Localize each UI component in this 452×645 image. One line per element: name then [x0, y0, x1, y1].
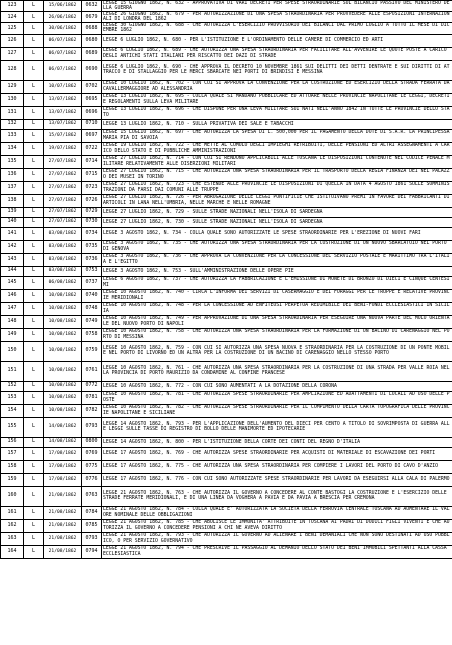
- row-description: LEGGE 26 GIUGNO 1862, N. 679 - PER AUTORIZZAZIONE DI UNA SPESA STRAORDINARIA PER PROVVEDERE ALLE ESPOSIZIONI INTERNAZIONALI DI LONDRA DEL 1862: [102, 12, 452, 23]
- row-number: 136: [1, 168, 24, 181]
- row-number: 126: [1, 34, 24, 47]
- row-code: 0726: [82, 194, 102, 207]
- row-code: 0729: [82, 207, 102, 217]
- row-description: LEGGE 15 LUGLIO 1862, N. 697 - CHE AUTORIZZA LA SPESA DI L. 500,000 PER IL PAGAMENTO DELLA DOTE DI S.A.R. LA PRINCIPESSA MARIA PIA DI SAVOIA: [102, 129, 452, 142]
- row-number: 149: [1, 328, 24, 341]
- row-type: L: [24, 473, 44, 486]
- row-number: 144: [1, 266, 24, 276]
- row-code: 0722: [82, 142, 102, 155]
- row-description: LEGGE 6 LUGLIO 1862, N. 690 - CHE APPROVA IL DECRETO 10 NOVEMBRE 1861 SUI DELITTI DEI DETTI DENTRATE E SUI DIRITTI DI ATTRACCO E DI STALLAGGIO PER LE MERCI SBARCATE NEI PORTI DI BRINDISI E MESSINA: [102, 60, 452, 80]
- row-type: L: [24, 447, 44, 460]
- row-type: L: [24, 142, 44, 155]
- row-number: 150: [1, 341, 24, 361]
- row-code: 0734: [82, 227, 102, 240]
- row-description: LEGGE 14 AGOSTO 1862, N. 793 - PER L'APPLICAZIONE DELL'AUMENTO DEL DIECI PER CENTO A TITOLO DI SOVRIMPOSTA DI GUERRA ALLE LEGGI SULLE TASSE DI REGISTRO DI BOLLO DELLE MANIMORTE ED IPOTECARIE: [102, 417, 452, 437]
- row-description: LEGGE 13 LUGLIO 1862, N. 696 - CHE DISPONE PER UNA LEVA MILITARE SUI NATI NELL'ANNO 1842 IN TUTTE LE PROVINCIE DELLO STATO: [102, 106, 452, 119]
- row-number: 156: [1, 437, 24, 447]
- row-type: L: [24, 532, 44, 545]
- row-date: 03/08/1862: [44, 240, 82, 253]
- row-code: 0690: [82, 60, 102, 80]
- row-date: 10/08/1862: [44, 328, 82, 341]
- table-row: [1, 532, 452, 545]
- row-number: 138: [1, 194, 24, 207]
- table-row: [1, 93, 452, 106]
- row-number: 131: [1, 106, 24, 119]
- row-date: 10/08/1862: [44, 381, 82, 391]
- row-date: 27/07/1862: [44, 155, 82, 168]
- row-date: 19/07/1862: [44, 142, 82, 155]
- row-type: L: [24, 80, 44, 93]
- row-date: 15/06/1862: [44, 1, 82, 12]
- table-row: [1, 142, 452, 155]
- row-number: 125: [1, 23, 24, 34]
- row-date: 21/08/1862: [44, 519, 82, 532]
- table-row: [1, 80, 452, 93]
- row-code: 0776: [82, 473, 102, 486]
- row-description: LEGGE 10 AGOSTO 1862, N. 772 - CON CUI SONO AUMENTATI A LA DOTAZIONE DELLA CORONA: [102, 381, 452, 391]
- row-date: 06/07/1862: [44, 60, 82, 80]
- table-row: [1, 276, 452, 289]
- row-date: 21/08/1862: [44, 532, 82, 545]
- row-number: 141: [1, 227, 24, 240]
- table-row: [1, 12, 452, 23]
- table-row: [1, 437, 452, 447]
- table-row: [1, 315, 452, 328]
- row-code: 0730: [82, 217, 102, 227]
- row-code: 0758: [82, 328, 102, 341]
- row-description: LEGGE 15 GIUGNO 1862, N. 632 - APPROVATIVA DI VARI DECRETI PER SPESE STRAORDINARIE SUL BILANCIO PASSIVO DEL MINISTERO DELLA GUERRA: [102, 1, 452, 12]
- row-code: 0710: [82, 119, 102, 129]
- row-description: LEGGE 21 AGOSTO 1862, N. 794 - CHE PRESCRIVE IL PASSAGGIO AL DEMANIO DELLO STATO DEI BENI IMMOBILI SPETTANTI ALLA CASSA ECCLESIASTICA: [102, 545, 452, 558]
- row-description: LEGGE 17 AGOSTO 1862, N. 769 - CHE AUTORIZZA SPESE STRAORDINARIE PER ACQUISTI DI MATERIALE DI ESCAVAZIONE DEI PORTI: [102, 447, 452, 460]
- table-row: [1, 129, 452, 142]
- row-description: LEGGE 27 LUGLIO 1862, N. 730 - SULLE STRADE NAZIONALI NELL'ISOLA DI SARDEGNA: [102, 217, 452, 227]
- row-type: L: [24, 519, 44, 532]
- row-description: LEGGE 6 LUGLIO 1862, N. 680 - PER L'ISTITUZIONE E L'ORDINAMENTO DELLE CAMERE DI COMMERCIO ED ARTI: [102, 34, 452, 47]
- row-code: 0680: [82, 34, 102, 47]
- row-description: LEGGE 10 AGOSTO 1862, N. 761 - CHE AUTORIZZA UNA SPESA STRAORDINARIA PER LA COSTRUZIONE DI UNA STRADA PER VALLE ROIA NELLA PROVINCIA DI PORTO MAURIZIO DA CONDAMINE AL CONFINE FRANCESE: [102, 361, 452, 381]
- table-row: [1, 181, 452, 194]
- row-date: 30/06/1862: [44, 23, 82, 34]
- table-row: [1, 545, 452, 558]
- table-row: [1, 404, 452, 417]
- table-row: [1, 47, 452, 60]
- row-date: 13/07/1862: [44, 93, 82, 106]
- row-code: 0761: [82, 361, 102, 381]
- row-description: LEGGE 10 AGOSTO 1862, N. 781 - CHE AUTORIZZA SPESE STRAORDINARIE PER AMPLIAZIONE ED ADATTAMENTI DI LOCALI AD USO DELLE POSTE: [102, 391, 452, 404]
- table-row: [1, 417, 452, 437]
- table-row: [1, 460, 452, 473]
- row-number: 139: [1, 207, 24, 217]
- row-type: L: [24, 12, 44, 23]
- row-type: L: [24, 23, 44, 34]
- table-row: [1, 227, 452, 240]
- row-code: 0772: [82, 381, 102, 391]
- row-type: L: [24, 129, 44, 142]
- row-date: 10/08/1862: [44, 302, 82, 315]
- table-row: [1, 328, 452, 341]
- row-description: LEGGE 27 LUGLIO 1862, N. 726 - PER ABROGAZIONE DELLE LEGGI PONTIFICIE CHE ISTITUIVANO PREMI IN FAVORE DEI FABBRICANTI DI ARTICOLI IN LANA NELL'UMBRIA, NELLE MARCHE E NELLE ROMAGNE: [102, 194, 452, 207]
- row-description: LEGGE 21 AGOSTO 1862, N. 763 - CHE AUTORIZZA IL GOVERNO A CONCEDERE AL CONTE BASTOGI LA COSTRUZIONE E L'ESERCIZIO DELLE STRADE FERRATE MERIDIONALI, E DI UNA LINEA DA VOGHERA A PAVIA E DA PAVIA A BRESCIA PER CREMONA: [102, 486, 452, 506]
- row-description: LEGGE 19 LUGLIO 1862, N. 722 - CHE METTE AL CUMULO DEGLI IMPIEGHI RETRIBUITI, DELLE PENSIONI ED ALTRI ASSEGNAMENTI A CARICO DELLO STATO E DI PUBBLICHE AMMINISTRAZIONI: [102, 142, 452, 155]
- row-number: 148: [1, 315, 24, 328]
- row-date: 21/08/1862: [44, 506, 82, 519]
- row-date: 15/07/1862: [44, 129, 82, 142]
- row-number: 132: [1, 119, 24, 129]
- row-number: 162: [1, 519, 24, 532]
- row-number: 137: [1, 181, 24, 194]
- row-number: 143: [1, 253, 24, 266]
- table-row: [1, 155, 452, 168]
- row-type: L: [24, 315, 44, 328]
- row-code: 0689: [82, 47, 102, 60]
- row-description: LEGGE 10 LUGLIO 1862, N. 702 - CON CUI SI APPROVA LA CONVENZIONE PER LA COSTRUZIONE ED ESERCIZIO DELLA STRADA FERRATA DA CAVALLERMAGGIORE AD ALESSANDRIA: [102, 80, 452, 93]
- row-date: 21/08/1862: [44, 486, 82, 506]
- table-row: [1, 207, 452, 217]
- row-date: 06/08/1862: [44, 276, 82, 289]
- row-date: 13/07/1862: [44, 106, 82, 119]
- row-date: 03/08/1862: [44, 266, 82, 276]
- row-date: 06/07/1862: [44, 47, 82, 60]
- row-type: L: [24, 404, 44, 417]
- row-code: 0697: [82, 129, 102, 142]
- row-date: 14/08/1862: [44, 417, 82, 437]
- row-description: LEGGE 10 AGOSTO 1862, N. 758 - CHE AUTORIZZA UNA SPESA STRAORDINARIA PER LA FORMAZIONE DI UN BACINO DI CARENAGGIO NEL PORTO DI MESSINA: [102, 328, 452, 341]
- row-code: 0740: [82, 289, 102, 302]
- row-description: LEGGE 10 AGOSTO 1862, N. 749 - PER APPROVAZIONE DI UNA SPESA STRAORDINARIA PER ESEGUIRE UNA NUOVA PARTE DEL MOLO ORIENTALE DEL NUOVO PORTO DI NAPOLI: [102, 315, 452, 328]
- row-number: 152: [1, 381, 24, 391]
- table-row: [1, 1, 452, 12]
- table-row: [1, 240, 452, 253]
- table-row: [1, 23, 452, 34]
- row-code: 0782: [82, 404, 102, 417]
- row-description: LEGGE 10 AGOSTO 1862, N. 759 - CON CUI SI AUTORIZZA UNA SPESA NUOVA E STRAORDINARIA PER LA COSTRUZIONE DI UN PONTE MOBILE NEL PORTO DI LIVORNO ED UN ALTRA PER LA COSTRUZIONE DI UN BACINO DI CARENAGGIO NELLO STESSO PORTO: [102, 341, 452, 361]
- row-description: LEGGE 6 LUGLIO 1862, N. 689 - CHE AUTORIZZA UNA SPESA STRAORDINARIA PER FACILITARE ALL'AVVENIRE LE QUOTE POSTE A CARICO DEGLI ANTICHI STATI ITALIANI PER RISCATTO DEI DAZI DI STRADE: [102, 47, 452, 60]
- table-row: [1, 289, 452, 302]
- row-number: 153: [1, 391, 24, 404]
- row-date: 27/07/1862: [44, 217, 82, 227]
- table-row: [1, 447, 452, 460]
- row-number: 161: [1, 506, 24, 519]
- row-description: LEGGE 17 AGOSTO 1862, N. 776 - CON CUI SONO AUTORIZZATE SPESE STRAORDINARIE PER LAVORI DA ESEGUIRSI ALLA CALA DI PALERMO: [102, 473, 452, 486]
- row-number: 147: [1, 302, 24, 315]
- row-description: LEGGE 6 AGOSTO 1862, N. 737 - CHE AUTORIZZA LA FABBRICAZIONE E L'EMISSIONE DI MONETE DI BRONZO DI DIECI E CINQUE CENTESIMI: [102, 276, 452, 289]
- row-date: 03/08/1862: [44, 253, 82, 266]
- table-row: [1, 266, 452, 276]
- row-description: LEGGE 21 AGOSTO 1862, N. 793 - CHE AUTORIZZA IL GOVERNO AD ALIENARE I BENI DEMANIALI CHE NON SONO DESTINATI AD USO PUBBLICO, O PER SERVIZIO GOVERNATIVO: [102, 532, 452, 545]
- row-description: LEGGE 3 AGOSTO 1862, N. 735 - CHE AUTORIZZA UNA SPESA STRAORDINARIA PER LA COSTRUZIONE DI UN NUOVO SBARCATOIO NEL PORTO DI GENOVA: [102, 240, 452, 253]
- row-code: 0714: [82, 155, 102, 168]
- row-code: 0748: [82, 302, 102, 315]
- row-code: 0781: [82, 391, 102, 404]
- row-number: 124: [1, 12, 24, 23]
- row-date: 06/07/1862: [44, 34, 82, 47]
- row-code: 0753: [82, 266, 102, 276]
- row-description: LEGGE 30 GIUGNO 1862, N. 688 - CHE AUTORIZZA L'ESERCIZIO PROVVISORIO DEI BILANCI DAL PRIMO LUGLIO A TUTTO IL MESE DI DICEMBRE 1862: [102, 23, 452, 34]
- row-code: 0800: [82, 437, 102, 447]
- row-code: 0759: [82, 341, 102, 361]
- row-type: L: [24, 391, 44, 404]
- row-description: LEGGE 13 LUGLIO 1862, N. 710 - SULLA PRIVATIVA DEI SALE E TABACCHI: [102, 119, 452, 129]
- row-type: L: [24, 119, 44, 129]
- table-row: [1, 119, 452, 129]
- row-type: L: [24, 34, 44, 47]
- row-code: 0749: [82, 315, 102, 328]
- row-type: L: [24, 181, 44, 194]
- row-code: 0735: [82, 240, 102, 253]
- row-type: L: [24, 1, 44, 12]
- row-date: 17/08/1862: [44, 460, 82, 473]
- row-date: 21/08/1862: [44, 545, 82, 558]
- row-code: 0723: [82, 181, 102, 194]
- row-code: 0763: [82, 486, 102, 506]
- row-type: L: [24, 486, 44, 506]
- table-row: [1, 168, 452, 181]
- row-date: 27/07/1862: [44, 168, 82, 181]
- row-code: 0688: [82, 23, 102, 34]
- row-code: 0794: [82, 545, 102, 558]
- row-code: 0696: [82, 106, 102, 119]
- row-number: 164: [1, 545, 24, 558]
- row-type: L: [24, 194, 44, 207]
- row-code: 0793: [82, 417, 102, 437]
- row-type: L: [24, 328, 44, 341]
- table-row: [1, 34, 452, 47]
- row-type: L: [24, 417, 44, 437]
- row-number: 128: [1, 60, 24, 80]
- row-date: 26/06/1862: [44, 12, 82, 23]
- table-row: [1, 60, 452, 80]
- row-code: 0784: [82, 506, 102, 519]
- table-row: [1, 506, 452, 519]
- row-code: 0702: [82, 80, 102, 93]
- row-type: L: [24, 341, 44, 361]
- table-row: [1, 391, 452, 404]
- row-type: L: [24, 207, 44, 217]
- row-code: 0715: [82, 168, 102, 181]
- row-number: 160: [1, 486, 24, 506]
- row-type: L: [24, 276, 44, 289]
- row-type: L: [24, 155, 44, 168]
- row-number: 123: [1, 1, 24, 12]
- row-date: 14/08/1862: [44, 437, 82, 447]
- row-description: LEGGE 10 AGOSTO 1862, N. 782 - CHE AUTORIZZA SPESE STRAORDINARIE PER IL COMPIMENTO DELLA CARTA TOPOGRAFICA DELLE PROVINCIE NAPOLITANE E SICILIANE: [102, 404, 452, 417]
- row-number: 157: [1, 447, 24, 460]
- row-type: L: [24, 437, 44, 447]
- row-date: 10/08/1862: [44, 361, 82, 381]
- row-type: L: [24, 545, 44, 558]
- row-number: 159: [1, 473, 24, 486]
- row-date: 10/08/1862: [44, 341, 82, 361]
- row-code: 0785: [82, 519, 102, 532]
- row-description: LEGGE 17 AGOSTO 1862, N. 775 - CHE AUTORIZZA UNA SPESA STRAORDINARIA PER COMPIERE I LAVORI DEL PORTO DI CAVO D'ANZIO: [102, 460, 452, 473]
- row-type: L: [24, 106, 44, 119]
- row-type: L: [24, 302, 44, 315]
- table-row: [1, 106, 452, 119]
- row-description: LEGGE 27 LUGLIO 1862, N. 714 - CON CUI SI RENDONO APPLICABILI ALLE TOSCANA LE DISPOSIZIONI CONTENUTE NEL CODICE PENALE MILITARE RELATIVAMENTE ALLE DISERZIONI MILITARI: [102, 155, 452, 168]
- row-description: LEGGE 10 AGOSTO 1862, N. 740 - CIRCA L'INFORMA DEI SERVIZI DI CASERMAGGIO E DEI FORAGGI PER LE TRUPPE E RELATIVE PROVINCIE MERIDIONALI: [102, 289, 452, 302]
- row-number: 158: [1, 460, 24, 473]
- table-row: [1, 473, 452, 486]
- row-code: 0793: [82, 532, 102, 545]
- row-type: L: [24, 47, 44, 60]
- row-number: 140: [1, 217, 24, 227]
- table-row: [1, 194, 452, 207]
- row-code: 0769: [82, 447, 102, 460]
- row-description: LEGGE 10 AGOSTO 1862, N. 748 - PER LA CONCESSIONE AD ENFITEUSI PERPETUA REDIMIBILE DEI BENI-FONDI ECCLESIASTICI IN SICILIA: [102, 302, 452, 315]
- row-code: 0736: [82, 253, 102, 266]
- row-number: 146: [1, 289, 24, 302]
- row-description: LEGGE 21 AGOSTO 1862, N. 784 - COLLA QUALE E' AUTORIZZATA LA SOCIETA DELLA FERROVIA CENTRALE TOSCANA AD AUMENTARE IL VALORE NOMINALE DELLE OBBLIGAZIONI: [102, 506, 452, 519]
- row-number: 129: [1, 80, 24, 93]
- row-date: 27/07/1862: [44, 181, 82, 194]
- row-date: 13/07/1862: [44, 119, 82, 129]
- row-description: LEGGE 3 AGOSTO 1862, N. 734 - COLLA QUALE SONO AUTORIZZATE LE SPESE STRAORDINARIE PER L'EREZIONE DI NUOVI FARI: [102, 227, 452, 240]
- row-code: 0632: [82, 1, 102, 12]
- row-description: LEGGE 3 AGOSTO 1862, N. 753 - SULL'AMMINISTRAZIONE DELLE OPERE PIE: [102, 266, 452, 276]
- row-date: 03/08/1862: [44, 227, 82, 240]
- row-type: L: [24, 361, 44, 381]
- row-description: LEGGE 27 LUGLIO 1862, N. 729 - SULLE STRADE NAZIONALI NELL'ISOLA DI SARDEGNA: [102, 207, 452, 217]
- row-date: 17/08/1862: [44, 473, 82, 486]
- row-number: 142: [1, 240, 24, 253]
- row-type: L: [24, 227, 44, 240]
- table-row: [1, 519, 452, 532]
- row-code: 0737: [82, 276, 102, 289]
- row-date: 10/08/1862: [44, 289, 82, 302]
- table-row: [1, 217, 452, 227]
- row-code: 0695: [82, 93, 102, 106]
- row-number: 163: [1, 532, 24, 545]
- row-number: 127: [1, 47, 24, 60]
- row-date: 17/08/1862: [44, 447, 82, 460]
- row-type: L: [24, 289, 44, 302]
- row-type: L: [24, 506, 44, 519]
- row-date: 27/07/1862: [44, 207, 82, 217]
- row-date: 27/07/1862: [44, 194, 82, 207]
- row-description: LEGGE 21 AGOSTO 1862, N. 785 - CHE ABOLISCE LE IMMUNITA' ATTRIBUITE IN TOSCANA AI PADRI DI DODICI FIGLI VIVENTI E CHE AUTORIZZA IL GOVERNO A CONCEDERE PENSIONI A CHI NE AVEVA DIRITTO: [102, 519, 452, 532]
- row-type: L: [24, 217, 44, 227]
- row-type: L: [24, 168, 44, 181]
- row-type: L: [24, 253, 44, 266]
- row-type: L: [24, 266, 44, 276]
- decree-table-body: [1, 1, 452, 559]
- row-description: LEGGE 27 LUGLIO 1862, N. 723 - CHE ESTENDE ALLE PROVINCIE LE DISPOSIZIONI DI QUELLA IN DATA 4 AGOSTO 1861 SULLE SOMMINISTRAZIONI DA FARSI DAI COMUNI ALLE TRUPPE: [102, 181, 452, 194]
- row-type: L: [24, 460, 44, 473]
- row-number: 155: [1, 417, 24, 437]
- row-date: 10/08/1862: [44, 404, 82, 417]
- row-date: 10/08/1862: [44, 315, 82, 328]
- row-description: LEGGE 27 LUGLIO 1862, N. 715 - CHE AUTORIZZA UNA SPESA STRAORDINARIA PER IL TRASPORTO DELLA REGIA FINANZA DEI NEL PALAZZO DEI MUSEI IN TORINO: [102, 168, 452, 181]
- row-number: 133: [1, 129, 24, 142]
- row-date: 10/08/1862: [44, 391, 82, 404]
- row-number: 145: [1, 276, 24, 289]
- table-row: [1, 253, 452, 266]
- row-type: L: [24, 240, 44, 253]
- row-number: 154: [1, 404, 24, 417]
- row-type: L: [24, 60, 44, 80]
- row-date: 10/07/1862: [44, 80, 82, 93]
- row-number: 151: [1, 361, 24, 381]
- table-row: [1, 302, 452, 315]
- row-description: LEGGE 3 AGOSTO 1862, N. 736 - CHE APPROVA LA CONVENZIONE PER LA CONCESSIONE DEL SERVIZIO POSTALE E MARITTIMO TRA L'ITALIA E L'EGITTO: [102, 253, 452, 266]
- row-code: 0775: [82, 460, 102, 473]
- table-row: [1, 361, 452, 381]
- table-row: [1, 486, 452, 506]
- row-type: L: [24, 381, 44, 391]
- row-type: L: [24, 93, 44, 106]
- row-number: 134: [1, 142, 24, 155]
- row-description: LEGGE 14 AGOSTO 1862, N. 800 - PER L'ISTITUZIONE DELLA CORTE DEI CONTI DEL REGNO D'ITALIA: [102, 437, 452, 447]
- row-code: 0679: [82, 12, 102, 23]
- table-row: [1, 381, 452, 391]
- row-number: 135: [1, 155, 24, 168]
- row-number: 130: [1, 93, 24, 106]
- row-description: LEGGE 13 LUGLIO 1862, N. 695 - COLLA QUALE SI MANDANO PUBBLICARE ED ATTUARE NELLE PROVINCIE NAPOLITANE LE LEGGI, DECRETI E REGOLAMENTI SULLA LEVA MILITARE: [102, 93, 452, 106]
- table-row: [1, 341, 452, 361]
